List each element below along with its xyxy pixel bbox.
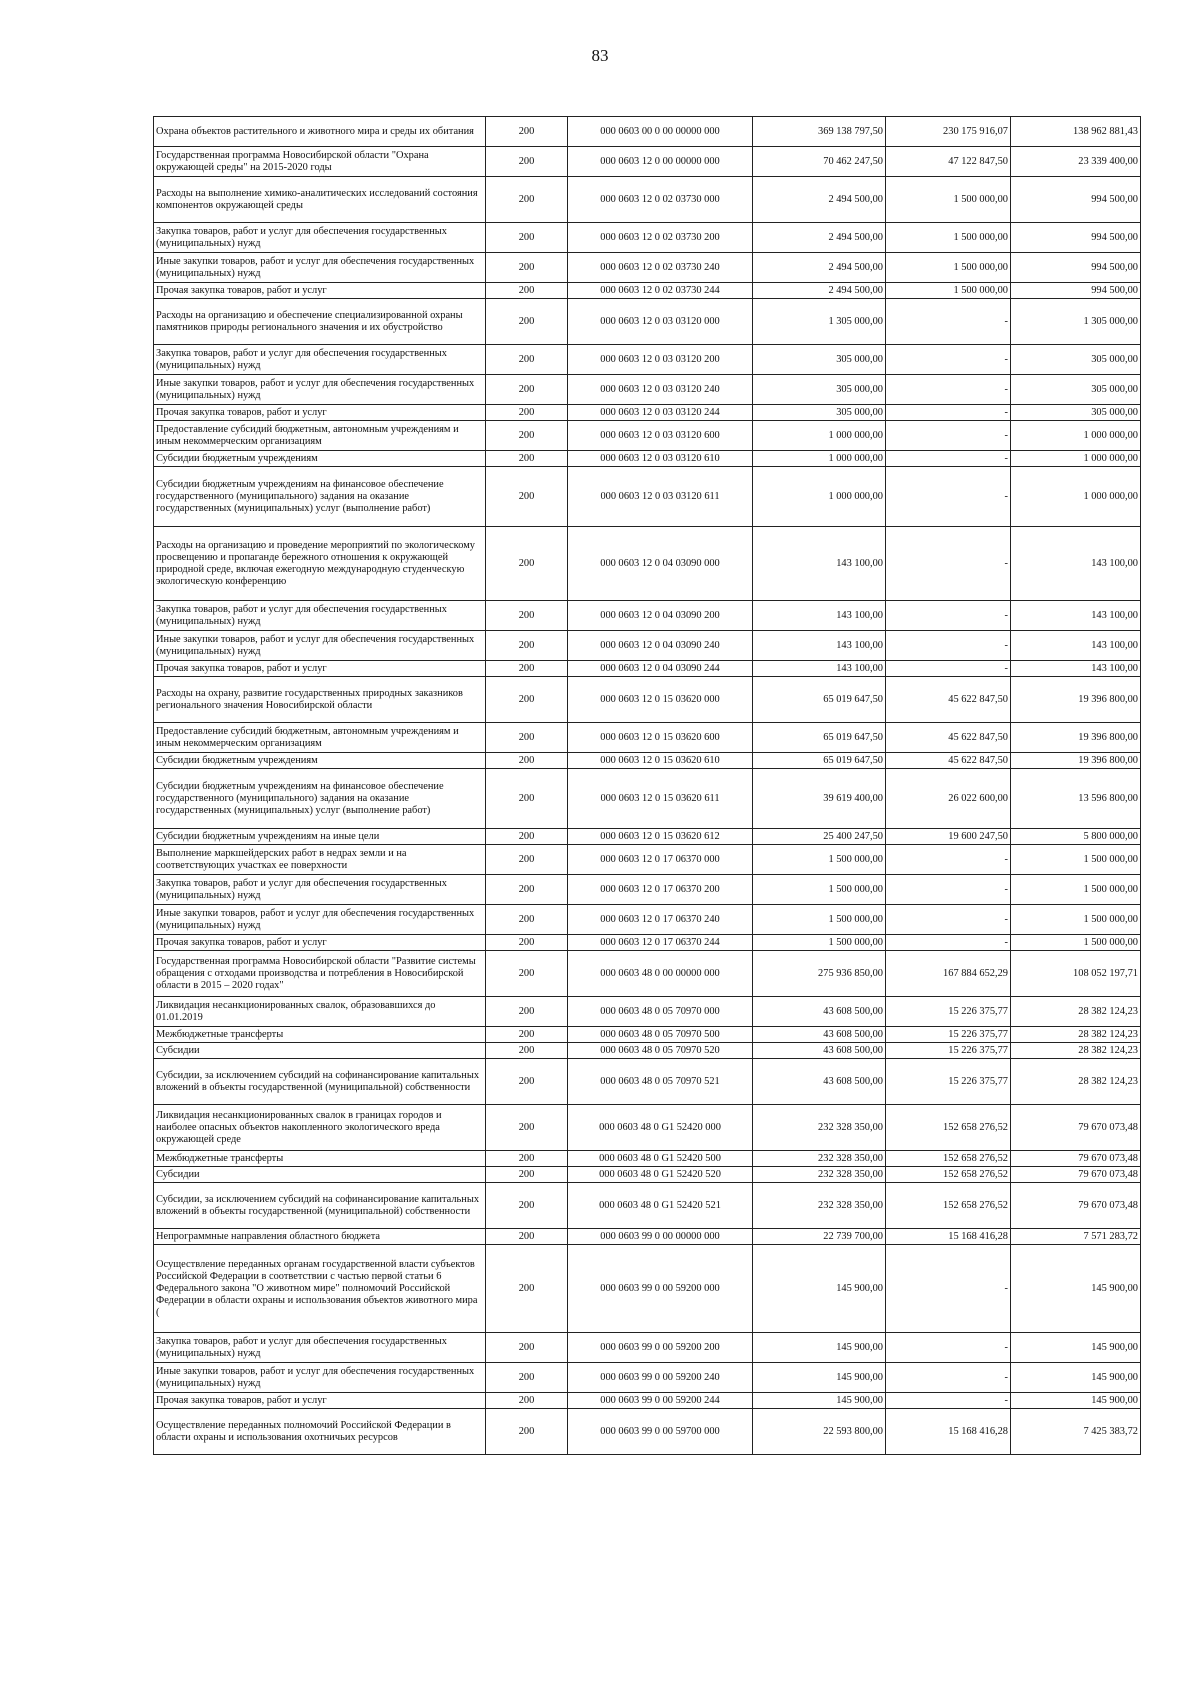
executed-amount-cell: 167 884 652,29 — [886, 951, 1011, 997]
table-row — [154, 527, 1141, 601]
classification-code-cell: 000 0603 12 0 00 00000 000 — [568, 147, 753, 177]
executed-amount-cell: 152 658 276,52 — [886, 1151, 1011, 1167]
approved-amount-cell: 232 328 350,00 — [753, 1167, 886, 1183]
table-row — [154, 253, 1141, 283]
executed-amount-cell: - — [886, 375, 1011, 405]
admin-code-cell: 200 — [486, 1183, 568, 1229]
remaining-amount-cell: 138 962 881,43 — [1011, 117, 1141, 147]
expense-name-cell: Закупка товаров, работ и услуг для обеспечения государственных (муниципальных) нужд — [154, 601, 486, 631]
remaining-amount-cell: 305 000,00 — [1011, 345, 1141, 375]
table-row — [154, 375, 1141, 405]
admin-code-cell: 200 — [486, 375, 568, 405]
approved-amount-cell: 43 608 500,00 — [753, 1043, 886, 1059]
approved-amount-cell: 143 100,00 — [753, 631, 886, 661]
expense-name-cell: Непрограммные направления областного бюджета — [154, 1229, 486, 1245]
table-row — [154, 405, 1141, 421]
table-row — [154, 1043, 1141, 1059]
approved-amount-cell: 1 000 000,00 — [753, 421, 886, 451]
classification-code-cell: 000 0603 12 0 15 03620 611 — [568, 769, 753, 829]
table-row — [154, 829, 1141, 845]
table-row — [154, 283, 1141, 299]
executed-amount-cell: 26 022 600,00 — [886, 769, 1011, 829]
admin-code-cell: 200 — [486, 1027, 568, 1043]
table-row — [154, 677, 1141, 723]
expense-name-cell: Прочая закупка товаров, работ и услуг — [154, 283, 486, 299]
remaining-amount-cell: 143 100,00 — [1011, 631, 1141, 661]
expense-name-cell: Расходы на выполнение химико-аналитических исследований состояния компонентов окружающей среды — [154, 177, 486, 223]
expense-name-cell: Государственная программа Новосибирской области "Охрана окружающей среды" на 2015-2020 годы — [154, 147, 486, 177]
classification-code-cell: 000 0603 12 0 15 03620 000 — [568, 677, 753, 723]
executed-amount-cell: - — [886, 601, 1011, 631]
admin-code-cell: 200 — [486, 117, 568, 147]
classification-code-cell: 000 0603 12 0 17 06370 240 — [568, 905, 753, 935]
approved-amount-cell: 2 494 500,00 — [753, 253, 886, 283]
classification-code-cell: 000 0603 12 0 04 03090 000 — [568, 527, 753, 601]
table-row — [154, 951, 1141, 997]
expense-name-cell: Закупка товаров, работ и услуг для обеспечения государственных (муниципальных) нужд — [154, 223, 486, 253]
approved-amount-cell: 143 100,00 — [753, 601, 886, 631]
approved-amount-cell: 2 494 500,00 — [753, 223, 886, 253]
admin-code-cell: 200 — [486, 253, 568, 283]
classification-code-cell: 000 0603 99 0 00 59200 240 — [568, 1363, 753, 1393]
admin-code-cell: 200 — [486, 829, 568, 845]
remaining-amount-cell: 28 382 124,23 — [1011, 1027, 1141, 1043]
executed-amount-cell: 152 658 276,52 — [886, 1183, 1011, 1229]
classification-code-cell: 000 0603 48 0 G1 52420 521 — [568, 1183, 753, 1229]
executed-amount-cell: - — [886, 631, 1011, 661]
executed-amount-cell: 1 500 000,00 — [886, 177, 1011, 223]
expense-name-cell: Субсидии бюджетным учреждениям — [154, 451, 486, 467]
approved-amount-cell: 43 608 500,00 — [753, 997, 886, 1027]
classification-code-cell: 000 0603 12 0 04 03090 240 — [568, 631, 753, 661]
expense-name-cell: Закупка товаров, работ и услуг для обеспечения государственных (муниципальных) нужд — [154, 345, 486, 375]
classification-code-cell: 000 0603 12 0 04 03090 244 — [568, 661, 753, 677]
remaining-amount-cell: 305 000,00 — [1011, 405, 1141, 421]
admin-code-cell: 200 — [486, 299, 568, 345]
executed-amount-cell: 45 622 847,50 — [886, 723, 1011, 753]
remaining-amount-cell: 1 000 000,00 — [1011, 467, 1141, 527]
remaining-amount-cell: 145 900,00 — [1011, 1363, 1141, 1393]
table-row — [154, 147, 1141, 177]
expense-name-cell: Межбюджетные трансферты — [154, 1027, 486, 1043]
admin-code-cell: 200 — [486, 147, 568, 177]
executed-amount-cell: 15 226 375,77 — [886, 1043, 1011, 1059]
expense-name-cell: Иные закупки товаров, работ и услуг для обеспечения государственных (муниципальных) нужд — [154, 1363, 486, 1393]
expense-name-cell: Прочая закупка товаров, работ и услуг — [154, 935, 486, 951]
remaining-amount-cell: 13 596 800,00 — [1011, 769, 1141, 829]
executed-amount-cell: - — [886, 405, 1011, 421]
remaining-amount-cell: 19 396 800,00 — [1011, 753, 1141, 769]
expense-name-cell: Субсидии — [154, 1043, 486, 1059]
classification-code-cell: 000 0603 12 0 02 03730 000 — [568, 177, 753, 223]
table-row — [154, 601, 1141, 631]
remaining-amount-cell: 7 425 383,72 — [1011, 1409, 1141, 1455]
admin-code-cell: 200 — [486, 1167, 568, 1183]
classification-code-cell: 000 0603 99 0 00 59200 244 — [568, 1393, 753, 1409]
classification-code-cell: 000 0603 48 0 00 00000 000 — [568, 951, 753, 997]
expense-name-cell: Расходы на организацию и обеспечение специализированной охраны памятников природы регионального значения и их обустройство — [154, 299, 486, 345]
classification-code-cell: 000 0603 12 0 15 03620 600 — [568, 723, 753, 753]
approved-amount-cell: 65 019 647,50 — [753, 677, 886, 723]
admin-code-cell: 200 — [486, 951, 568, 997]
admin-code-cell: 200 — [486, 875, 568, 905]
classification-code-cell: 000 0603 48 0 G1 52420 520 — [568, 1167, 753, 1183]
expense-name-cell: Субсидии бюджетным учреждениям на финансовое обеспечение государственного (муниципального) задания на оказание государственных (муниципальных) услуг (выполнение работ) — [154, 769, 486, 829]
executed-amount-cell: 15 226 375,77 — [886, 1027, 1011, 1043]
approved-amount-cell: 145 900,00 — [753, 1363, 886, 1393]
table-row — [154, 1027, 1141, 1043]
remaining-amount-cell: 28 382 124,23 — [1011, 1043, 1141, 1059]
table-row — [154, 117, 1141, 147]
admin-code-cell: 200 — [486, 997, 568, 1027]
budget-table-body — [154, 117, 1141, 1455]
expense-name-cell: Расходы на организацию и проведение мероприятий по экологическому просвещению и пропаганде бережного отношения к окружающей природной среде, включая ежегодную международную студенческую экологическую конференцию — [154, 527, 486, 601]
admin-code-cell: 200 — [486, 283, 568, 299]
remaining-amount-cell: 143 100,00 — [1011, 661, 1141, 677]
executed-amount-cell: 45 622 847,50 — [886, 753, 1011, 769]
approved-amount-cell: 145 900,00 — [753, 1333, 886, 1363]
table-row — [154, 631, 1141, 661]
classification-code-cell: 000 0603 12 0 03 03120 240 — [568, 375, 753, 405]
expense-name-cell: Иные закупки товаров, работ и услуг для обеспечения государственных (муниципальных) нужд — [154, 253, 486, 283]
admin-code-cell: 200 — [486, 1059, 568, 1105]
table-row — [154, 1105, 1141, 1151]
classification-code-cell: 000 0603 12 0 17 06370 000 — [568, 845, 753, 875]
remaining-amount-cell: 7 571 283,72 — [1011, 1229, 1141, 1245]
classification-code-cell: 000 0603 12 0 15 03620 610 — [568, 753, 753, 769]
expense-name-cell: Субсидии бюджетным учреждениям — [154, 753, 486, 769]
table-row — [154, 177, 1141, 223]
remaining-amount-cell: 19 396 800,00 — [1011, 723, 1141, 753]
executed-amount-cell: - — [886, 421, 1011, 451]
approved-amount-cell: 305 000,00 — [753, 405, 886, 421]
executed-amount-cell: - — [886, 527, 1011, 601]
remaining-amount-cell: 5 800 000,00 — [1011, 829, 1141, 845]
expense-name-cell: Иные закупки товаров, работ и услуг для обеспечения государственных (муниципальных) нужд — [154, 375, 486, 405]
table-row — [154, 421, 1141, 451]
remaining-amount-cell: 1 305 000,00 — [1011, 299, 1141, 345]
remaining-amount-cell: 28 382 124,23 — [1011, 997, 1141, 1027]
table-row — [154, 769, 1141, 829]
table-row — [154, 661, 1141, 677]
admin-code-cell: 200 — [486, 905, 568, 935]
admin-code-cell: 200 — [486, 631, 568, 661]
remaining-amount-cell: 994 500,00 — [1011, 283, 1141, 299]
table-row — [154, 905, 1141, 935]
executed-amount-cell: 15 226 375,77 — [886, 997, 1011, 1027]
remaining-amount-cell: 145 900,00 — [1011, 1393, 1141, 1409]
admin-code-cell: 200 — [486, 753, 568, 769]
remaining-amount-cell: 1 000 000,00 — [1011, 451, 1141, 467]
approved-amount-cell: 143 100,00 — [753, 661, 886, 677]
table-row — [154, 1059, 1141, 1105]
approved-amount-cell: 1 000 000,00 — [753, 451, 886, 467]
remaining-amount-cell: 145 900,00 — [1011, 1245, 1141, 1333]
expense-name-cell: Прочая закупка товаров, работ и услуг — [154, 661, 486, 677]
approved-amount-cell: 145 900,00 — [753, 1245, 886, 1333]
approved-amount-cell: 232 328 350,00 — [753, 1151, 886, 1167]
expense-name-cell: Субсидии — [154, 1167, 486, 1183]
admin-code-cell: 200 — [486, 677, 568, 723]
expense-name-cell: Субсидии, за исключением субсидий на софинансирование капитальных вложений в объекты государственной (муниципальной) собственности — [154, 1183, 486, 1229]
table-row — [154, 345, 1141, 375]
classification-code-cell: 000 0603 12 0 17 06370 244 — [568, 935, 753, 951]
expense-name-cell: Выполнение маркшейдерских работ в недрах земли и на соответствующих участках ее поверхности — [154, 845, 486, 875]
table-row — [154, 845, 1141, 875]
classification-code-cell: 000 0603 12 0 15 03620 612 — [568, 829, 753, 845]
expense-name-cell: Субсидии бюджетным учреждениям на иные цели — [154, 829, 486, 845]
admin-code-cell: 200 — [486, 223, 568, 253]
table-row — [154, 1409, 1141, 1455]
executed-amount-cell: - — [886, 1363, 1011, 1393]
remaining-amount-cell: 28 382 124,23 — [1011, 1059, 1141, 1105]
approved-amount-cell: 232 328 350,00 — [753, 1183, 886, 1229]
table-row — [154, 467, 1141, 527]
remaining-amount-cell: 19 396 800,00 — [1011, 677, 1141, 723]
approved-amount-cell: 22 593 800,00 — [753, 1409, 886, 1455]
remaining-amount-cell: 145 900,00 — [1011, 1333, 1141, 1363]
expense-name-cell: Иные закупки товаров, работ и услуг для обеспечения государственных (муниципальных) нужд — [154, 631, 486, 661]
expense-name-cell: Ликвидация несанкционированных свалок, образовавшихся до 01.01.2019 — [154, 997, 486, 1027]
approved-amount-cell: 1 000 000,00 — [753, 467, 886, 527]
classification-code-cell: 000 0603 99 0 00 59700 000 — [568, 1409, 753, 1455]
classification-code-cell: 000 0603 99 0 00 00000 000 — [568, 1229, 753, 1245]
classification-code-cell: 000 0603 12 0 02 03730 200 — [568, 223, 753, 253]
expense-name-cell: Субсидии, за исключением субсидий на софинансирование капитальных вложений в объекты государственной (муниципальной) собственности — [154, 1059, 486, 1105]
remaining-amount-cell: 305 000,00 — [1011, 375, 1141, 405]
classification-code-cell: 000 0603 48 0 G1 52420 000 — [568, 1105, 753, 1151]
approved-amount-cell: 22 739 700,00 — [753, 1229, 886, 1245]
classification-code-cell: 000 0603 12 0 03 03120 244 — [568, 405, 753, 421]
budget-table — [153, 116, 1141, 1455]
page-number: 83 — [591, 46, 609, 65]
admin-code-cell: 200 — [486, 1043, 568, 1059]
executed-amount-cell: - — [886, 661, 1011, 677]
classification-code-cell: 000 0603 12 0 04 03090 200 — [568, 601, 753, 631]
table-row — [154, 1245, 1141, 1333]
admin-code-cell: 200 — [486, 1409, 568, 1455]
remaining-amount-cell: 23 339 400,00 — [1011, 147, 1141, 177]
admin-code-cell: 200 — [486, 467, 568, 527]
admin-code-cell: 200 — [486, 601, 568, 631]
classification-code-cell: 000 0603 12 0 03 03120 000 — [568, 299, 753, 345]
admin-code-cell: 200 — [486, 1333, 568, 1363]
admin-code-cell: 200 — [486, 345, 568, 375]
table-row — [154, 875, 1141, 905]
classification-code-cell: 000 0603 48 0 05 70970 000 — [568, 997, 753, 1027]
table-row — [154, 1363, 1141, 1393]
remaining-amount-cell: 994 500,00 — [1011, 253, 1141, 283]
table-row — [154, 1183, 1141, 1229]
table-row — [154, 1393, 1141, 1409]
remaining-amount-cell: 1 000 000,00 — [1011, 421, 1141, 451]
table-row — [154, 451, 1141, 467]
expense-name-cell: Осуществление переданных органам государственной власти субъектов Российской Федерации в соответствии с частью первой статьи 6 Федерального закона "О животном мире" полномочий Российской Федерации в области охраны и использования объектов животного мира ( — [154, 1245, 486, 1333]
admin-code-cell: 200 — [486, 723, 568, 753]
table-row — [154, 223, 1141, 253]
remaining-amount-cell: 1 500 000,00 — [1011, 935, 1141, 951]
classification-code-cell: 000 0603 12 0 02 03730 240 — [568, 253, 753, 283]
expense-name-cell: Иные закупки товаров, работ и услуг для обеспечения государственных (муниципальных) нужд — [154, 905, 486, 935]
approved-amount-cell: 275 936 850,00 — [753, 951, 886, 997]
approved-amount-cell: 145 900,00 — [753, 1393, 886, 1409]
classification-code-cell: 000 0603 12 0 03 03120 200 — [568, 345, 753, 375]
admin-code-cell: 200 — [486, 769, 568, 829]
expense-name-cell: Расходы на охрану, развитие государственных природных заказников регионального значения Новосибирской области — [154, 677, 486, 723]
expense-name-cell: Государственная программа Новосибирской области "Развитие системы обращения с отходами производства и потребления в Новосибирской области в 2015 – 2020 годах" — [154, 951, 486, 997]
approved-amount-cell: 2 494 500,00 — [753, 177, 886, 223]
approved-amount-cell: 43 608 500,00 — [753, 1059, 886, 1105]
remaining-amount-cell: 79 670 073,48 — [1011, 1183, 1141, 1229]
classification-code-cell: 000 0603 12 0 02 03730 244 — [568, 283, 753, 299]
executed-amount-cell: 152 658 276,52 — [886, 1167, 1011, 1183]
expense-name-cell: Закупка товаров, работ и услуг для обеспечения государственных (муниципальных) нужд — [154, 1333, 486, 1363]
approved-amount-cell: 232 328 350,00 — [753, 1105, 886, 1151]
executed-amount-cell: - — [886, 345, 1011, 375]
executed-amount-cell: - — [886, 905, 1011, 935]
admin-code-cell: 200 — [486, 177, 568, 223]
classification-code-cell: 000 0603 12 0 17 06370 200 — [568, 875, 753, 905]
classification-code-cell: 000 0603 12 0 03 03120 610 — [568, 451, 753, 467]
table-row — [154, 997, 1141, 1027]
executed-amount-cell: 1 500 000,00 — [886, 283, 1011, 299]
executed-amount-cell: - — [886, 467, 1011, 527]
approved-amount-cell: 25 400 247,50 — [753, 829, 886, 845]
approved-amount-cell: 305 000,00 — [753, 375, 886, 405]
executed-amount-cell: 19 600 247,50 — [886, 829, 1011, 845]
remaining-amount-cell: 994 500,00 — [1011, 177, 1141, 223]
executed-amount-cell: 1 500 000,00 — [886, 253, 1011, 283]
approved-amount-cell: 65 019 647,50 — [753, 753, 886, 769]
table-row — [154, 723, 1141, 753]
classification-code-cell: 000 0603 48 0 05 70970 500 — [568, 1027, 753, 1043]
expense-name-cell: Предоставление субсидий бюджетным, автономным учреждениям и иным некоммерческим организациям — [154, 723, 486, 753]
classification-code-cell: 000 0603 48 0 05 70970 520 — [568, 1043, 753, 1059]
executed-amount-cell: - — [886, 299, 1011, 345]
approved-amount-cell: 70 462 247,50 — [753, 147, 886, 177]
classification-code-cell: 000 0603 99 0 00 59200 000 — [568, 1245, 753, 1333]
admin-code-cell: 200 — [486, 845, 568, 875]
approved-amount-cell: 43 608 500,00 — [753, 1027, 886, 1043]
approved-amount-cell: 1 500 000,00 — [753, 845, 886, 875]
executed-amount-cell: - — [886, 1245, 1011, 1333]
admin-code-cell: 200 — [486, 1229, 568, 1245]
executed-amount-cell: 15 168 416,28 — [886, 1229, 1011, 1245]
admin-code-cell: 200 — [486, 935, 568, 951]
admin-code-cell: 200 — [486, 527, 568, 601]
expense-name-cell: Межбюджетные трансферты — [154, 1151, 486, 1167]
executed-amount-cell: - — [886, 875, 1011, 905]
table-row — [154, 1229, 1141, 1245]
remaining-amount-cell: 79 670 073,48 — [1011, 1167, 1141, 1183]
approved-amount-cell: 1 500 000,00 — [753, 905, 886, 935]
classification-code-cell: 000 0603 12 0 03 03120 611 — [568, 467, 753, 527]
table-row — [154, 1167, 1141, 1183]
approved-amount-cell: 369 138 797,50 — [753, 117, 886, 147]
remaining-amount-cell: 79 670 073,48 — [1011, 1105, 1141, 1151]
executed-amount-cell: - — [886, 1393, 1011, 1409]
admin-code-cell: 200 — [486, 1105, 568, 1151]
classification-code-cell: 000 0603 99 0 00 59200 200 — [568, 1333, 753, 1363]
expense-name-cell: Закупка товаров, работ и услуг для обеспечения государственных (муниципальных) нужд — [154, 875, 486, 905]
admin-code-cell: 200 — [486, 661, 568, 677]
table-row — [154, 1151, 1141, 1167]
admin-code-cell: 200 — [486, 1393, 568, 1409]
admin-code-cell: 200 — [486, 421, 568, 451]
classification-code-cell: 000 0603 48 0 05 70970 521 — [568, 1059, 753, 1105]
executed-amount-cell: 230 175 916,07 — [886, 117, 1011, 147]
table-row — [154, 299, 1141, 345]
admin-code-cell: 200 — [486, 451, 568, 467]
expense-name-cell: Прочая закупка товаров, работ и услуг — [154, 405, 486, 421]
executed-amount-cell: - — [886, 935, 1011, 951]
remaining-amount-cell: 994 500,00 — [1011, 223, 1141, 253]
classification-code-cell: 000 0603 12 0 03 03120 600 — [568, 421, 753, 451]
remaining-amount-cell: 143 100,00 — [1011, 527, 1141, 601]
approved-amount-cell: 1 500 000,00 — [753, 875, 886, 905]
executed-amount-cell: - — [886, 1333, 1011, 1363]
remaining-amount-cell: 108 052 197,71 — [1011, 951, 1141, 997]
executed-amount-cell: 1 500 000,00 — [886, 223, 1011, 253]
classification-code-cell: 000 0603 00 0 00 00000 000 — [568, 117, 753, 147]
expense-name-cell: Осуществление переданных полномочий Российской Федерации в области охраны и использования охотничьих ресурсов — [154, 1409, 486, 1455]
approved-amount-cell: 1 500 000,00 — [753, 935, 886, 951]
remaining-amount-cell: 1 500 000,00 — [1011, 845, 1141, 875]
admin-code-cell: 200 — [486, 1363, 568, 1393]
admin-code-cell: 200 — [486, 405, 568, 421]
executed-amount-cell: - — [886, 845, 1011, 875]
executed-amount-cell: 47 122 847,50 — [886, 147, 1011, 177]
approved-amount-cell: 143 100,00 — [753, 527, 886, 601]
executed-amount-cell: 45 622 847,50 — [886, 677, 1011, 723]
approved-amount-cell: 1 305 000,00 — [753, 299, 886, 345]
table-row — [154, 753, 1141, 769]
remaining-amount-cell: 143 100,00 — [1011, 601, 1141, 631]
approved-amount-cell: 305 000,00 — [753, 345, 886, 375]
admin-code-cell: 200 — [486, 1245, 568, 1333]
expense-name-cell: Субсидии бюджетным учреждениям на финансовое обеспечение государственного (муниципального) задания на оказание государственных (муниципальных) услуг (выполнение работ) — [154, 467, 486, 527]
classification-code-cell: 000 0603 48 0 G1 52420 500 — [568, 1151, 753, 1167]
table-row — [154, 935, 1141, 951]
executed-amount-cell: 15 226 375,77 — [886, 1059, 1011, 1105]
expense-name-cell: Предоставление субсидий бюджетным, автономным учреждениям и иным некоммерческим организациям — [154, 421, 486, 451]
approved-amount-cell: 65 019 647,50 — [753, 723, 886, 753]
executed-amount-cell: 152 658 276,52 — [886, 1105, 1011, 1151]
table-row — [154, 1333, 1141, 1363]
admin-code-cell: 200 — [486, 1151, 568, 1167]
remaining-amount-cell: 79 670 073,48 — [1011, 1151, 1141, 1167]
remaining-amount-cell: 1 500 000,00 — [1011, 905, 1141, 935]
expense-name-cell: Прочая закупка товаров, работ и услуг — [154, 1393, 486, 1409]
executed-amount-cell: 15 168 416,28 — [886, 1409, 1011, 1455]
executed-amount-cell: - — [886, 451, 1011, 467]
expense-name-cell: Охрана объектов растительного и животного мира и среды их обитания — [154, 117, 486, 147]
approved-amount-cell: 39 619 400,00 — [753, 769, 886, 829]
remaining-amount-cell: 1 500 000,00 — [1011, 875, 1141, 905]
approved-amount-cell: 2 494 500,00 — [753, 283, 886, 299]
expense-name-cell: Ликвидация несанкционированных свалок в границах городов и наиболее опасных объектов накопленного экологического вреда окружающей среде — [154, 1105, 486, 1151]
